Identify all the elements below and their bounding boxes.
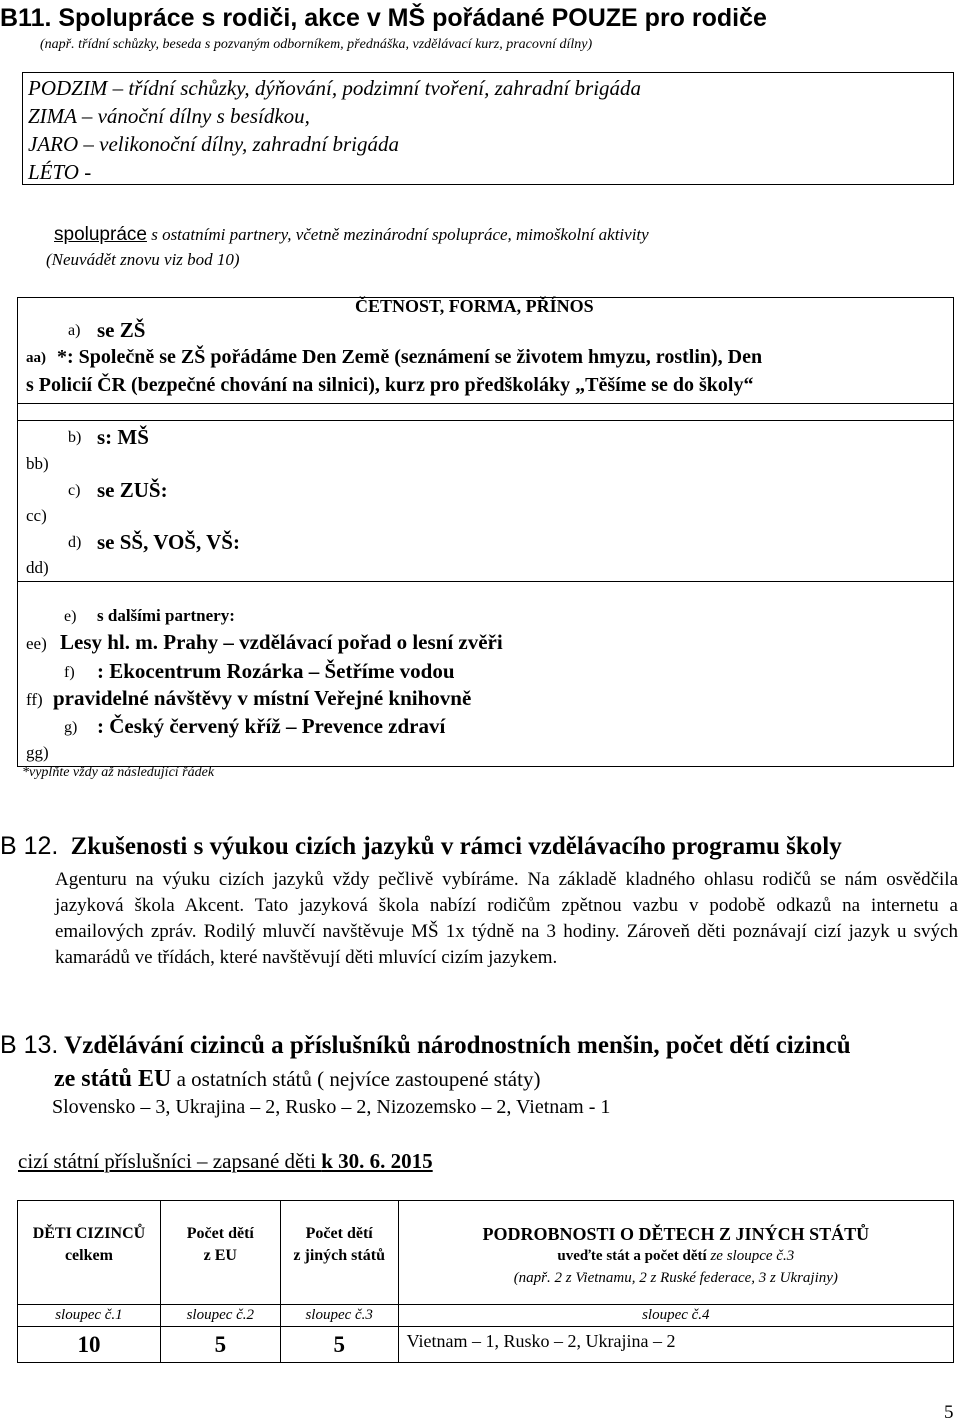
table-header-row: [18, 1201, 954, 1305]
foreign-children-table: [17, 1200, 954, 1363]
row-cc-label: cc): [26, 506, 47, 525]
b13-line2-rest: a ostatních států ( nejvíce zastoupené státy): [171, 1067, 541, 1091]
page-number: 5: [944, 1402, 954, 1423]
header-details-rest: ze sloupce č.3: [706, 1248, 795, 1264]
header-other-line1: Počet dětí: [305, 1225, 373, 1242]
b12-heading: [0, 832, 842, 861]
row-e-label: e): [64, 608, 77, 625]
value-details: Vietnam – 1, Rusko – 2, Ukrajina – 2: [398, 1327, 953, 1363]
row-divider: [17, 420, 954, 421]
b11-number: B11: [0, 4, 45, 32]
b13-heading: [0, 1031, 851, 1060]
header-total: [18, 1201, 161, 1305]
header-details-line1: PODROBNOSTI O DĚTECH Z JINÝCH STÁTŮ: [482, 1224, 870, 1244]
row-f-label: f): [64, 664, 75, 681]
row-divider: [17, 581, 954, 582]
b11-title: . Spolupráce s rodiči, akce v MŠ pořádané POUZE pro rodiče: [44, 4, 767, 32]
row-ee-label: ee): [26, 634, 47, 653]
seasons-list: [28, 74, 641, 186]
table-column-row: [18, 1305, 954, 1327]
header-total-line1: DĚTI CIZINCŮ: [32, 1225, 146, 1242]
b13-states: Slovensko – 3, Ukrajina – 2, Rusko – 2, Nizozemsko – 2, Vietnam - 1: [52, 1096, 611, 1118]
footnote: *vyplňte vždy až následující řádek: [22, 765, 215, 780]
b12-number: B 12.: [0, 832, 59, 860]
row-g-text: : Český červený kříž – Prevence zdraví: [97, 714, 446, 738]
row-c-text: se ZUŠ:: [97, 478, 168, 502]
column-label-3: sloupec č.3: [280, 1305, 398, 1327]
b12-text: Agenturu na výuku cizích jazyků vždy pečlivě vybíráme. Na základě kladného ohlasu rodičů se nám osvědčila jazyková škola Akcent. Tato jazyková škola nabízí rodičům zpětnou vazbu v podobě odkazů na internetu a emailových zpráv. Rodilý mluvčí navštěvuje MŠ 1x týdně na 3 hodiny. Zároveň děti poznávají cizí jazyk u svých kamarádů ve třídách, které navštěvují děti mluvící cizím jazykem.: [55, 869, 958, 968]
row-a-label: a): [68, 322, 81, 339]
b12-title: Zkušenosti s výukou cizích jazyků v rámci vzdělávacího programu školy: [70, 833, 842, 860]
header-details-line2: [399, 1245, 953, 1267]
column-label-1: sloupec č.1: [18, 1305, 161, 1327]
row-c-label: c): [68, 482, 81, 499]
row-divider: [17, 403, 954, 404]
row-aa-label: aa): [26, 350, 46, 366]
b13-eu-label: ze států EU: [54, 1066, 172, 1092]
header-other: [280, 1201, 398, 1305]
row-ee-text: Lesy hl. m. Prahy – vzdělávací pořad o lesní zvěři: [60, 630, 503, 654]
row-dd-label: dd): [26, 558, 49, 577]
row-g-label: g): [64, 719, 78, 736]
value-total: 10: [18, 1327, 161, 1363]
value-other: 5: [280, 1327, 398, 1363]
row-f-text: : Ekocentrum Rozárka – Šetříme vodou: [97, 659, 455, 683]
row-b-label: b): [68, 429, 82, 446]
b13-number: B 13.: [0, 1031, 59, 1059]
header-eu-line1: Počet dětí: [186, 1225, 254, 1242]
column-label-2: sloupec č.2: [160, 1305, 280, 1327]
row-d-text: se SŠ, VOŠ, VŠ:: [97, 530, 240, 554]
b11-subtitle: (např. třídní schůzky, beseda s pozvaným odborníkem, přednáška, vzdělávací kurz, pracovní dílny): [40, 37, 593, 52]
row-d-label: d): [68, 534, 82, 551]
header-total-line2: celkem: [64, 1247, 113, 1264]
table-value-row: [18, 1327, 954, 1363]
column-label-4: sloupec č.4: [398, 1305, 953, 1327]
row-gg-label: gg): [26, 743, 49, 762]
header-eu: [160, 1201, 280, 1305]
header-eu-line2: z EU: [203, 1247, 237, 1264]
coop-note: (Neuvádět znovu viz bod 10): [46, 250, 240, 269]
row-e-text: s dalšími partnery:: [97, 606, 235, 625]
row-aa-line1: *: Společně se ZŠ pořádáme Den Země (seznámení se životem hmyzu, rostlin), Den: [57, 346, 763, 368]
b13-citizens-date: k 30. 6. 2015: [321, 1149, 433, 1173]
row-ff-text: pravidelné návštěvy v místní Veřejné knihovně: [53, 686, 472, 710]
value-eu: 5: [160, 1327, 280, 1363]
coop-intro: [54, 224, 649, 246]
b11-heading: [0, 4, 767, 33]
header-other-line2: z jiných států: [293, 1247, 385, 1264]
season-summer: LÉTO -: [28, 160, 92, 184]
row-bb-label: bb): [26, 454, 49, 473]
table-header: ČETNOST, FORMA, PŘÍNOS: [355, 296, 594, 316]
b13-citizens: [18, 1149, 433, 1174]
header-details-line3: (např. 2 z Vietnamu, 2 z Ruské federace, 3 z Ukrajiny): [513, 1270, 838, 1286]
season-autumn: PODZIM – třídní schůzky, dýňování, podzimní tvoření, zahradní brigáda: [28, 76, 642, 100]
season-winter: ZIMA – vánoční dílny s besídkou,: [28, 104, 310, 128]
coop-word: spolupráce: [54, 224, 147, 245]
b13-line2: [54, 1066, 540, 1093]
coop-rest: s ostatními partnery, včetně mezinárodní spolupráce, mimoškolní aktivity: [146, 225, 649, 244]
b13-citizens-text: cizí státní příslušníci – zapsané děti: [18, 1149, 322, 1173]
header-details-bold: uveďte stát a počet dětí: [557, 1248, 707, 1264]
row-a-text: se ZŠ: [97, 318, 146, 342]
row-aa-line2: s Policií ČR (bezpečné chování na silnici), kurz pro předškoláky „Těšíme se do školy“: [26, 374, 754, 396]
b13-title: Vzdělávání cizinců a příslušníků národnostních menšin, počet dětí cizinců: [58, 1032, 851, 1059]
season-spring: JARO – velikonoční dílny, zahradní brigáda: [28, 132, 399, 156]
header-details: [398, 1201, 953, 1305]
row-b-text: s: MŠ: [97, 425, 149, 449]
row-ff-label: ff): [26, 690, 43, 709]
